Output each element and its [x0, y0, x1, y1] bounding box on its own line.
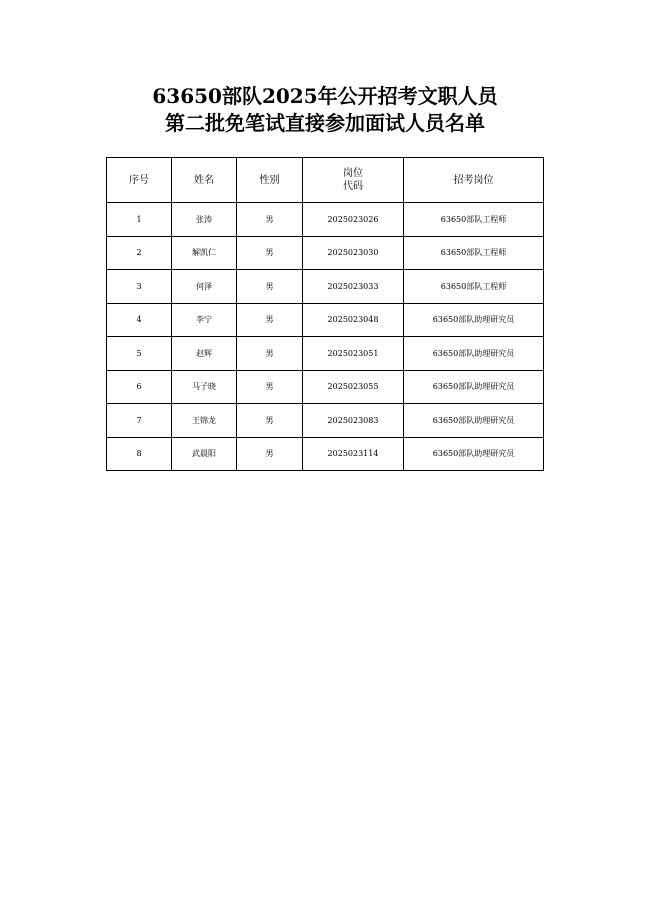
cell-post-code: 2025023030 — [303, 236, 404, 270]
cell-seq: 2 — [107, 236, 172, 270]
cell-name: 李宁 — [172, 303, 237, 337]
cell-post-code: 2025023055 — [303, 370, 404, 404]
cell-post-code: 2025023048 — [303, 303, 404, 337]
cell-gender: 男 — [237, 437, 303, 471]
interview-candidate-table — [106, 157, 544, 471]
table-row — [107, 337, 544, 371]
table-row — [107, 270, 544, 304]
table-row — [107, 236, 544, 270]
cell-name: 何泽 — [172, 270, 237, 304]
cell-recruit-post: 63650部队助理研究员 — [404, 404, 544, 438]
cell-post-code: 2025023083 — [303, 404, 404, 438]
cell-gender: 男 — [237, 270, 303, 304]
cell-gender: 男 — [237, 236, 303, 270]
cell-name: 武晨阳 — [172, 437, 237, 471]
document-title-line-2: 第二批免笔试直接参加面试人员名单 — [165, 111, 485, 135]
cell-name: 马子晓 — [172, 370, 237, 404]
cell-seq: 7 — [107, 404, 172, 438]
cell-name: 赵辉 — [172, 337, 237, 371]
table-row — [107, 370, 544, 404]
cell-name: 张涛 — [172, 203, 237, 237]
cell-seq: 5 — [107, 337, 172, 371]
cell-gender: 男 — [237, 404, 303, 438]
cell-seq: 3 — [107, 270, 172, 304]
cell-post-code: 2025023026 — [303, 203, 404, 237]
cell-recruit-post: 63650部队工程师 — [404, 270, 544, 304]
cell-seq: 4 — [107, 303, 172, 337]
table-row — [107, 404, 544, 438]
cell-gender: 男 — [237, 370, 303, 404]
cell-name: 王锦龙 — [172, 404, 237, 438]
cell-seq: 8 — [107, 437, 172, 471]
header-post-code-line-1: 岗位 — [343, 168, 363, 179]
cell-gender: 男 — [237, 203, 303, 237]
table-row — [107, 203, 544, 237]
cell-recruit-post: 63650部队助理研究员 — [404, 370, 544, 404]
cell-gender: 男 — [237, 337, 303, 371]
header-seq: 序号 — [107, 158, 172, 203]
cell-seq: 1 — [107, 203, 172, 237]
cell-seq: 6 — [107, 370, 172, 404]
table-header-row — [107, 158, 544, 203]
cell-gender: 男 — [237, 303, 303, 337]
cell-recruit-post: 63650部队助理研究员 — [404, 437, 544, 471]
header-name: 姓名 — [172, 158, 237, 203]
header-recruit-post: 招考岗位 — [404, 158, 544, 203]
header-post-code — [303, 158, 404, 203]
cell-recruit-post: 63650部队工程师 — [404, 203, 544, 237]
cell-post-code: 2025023114 — [303, 437, 404, 471]
cell-recruit-post: 63650部队工程师 — [404, 236, 544, 270]
table-row — [107, 303, 544, 337]
cell-recruit-post: 63650部队助理研究员 — [404, 303, 544, 337]
table-row — [107, 437, 544, 471]
cell-name: 解凯仁 — [172, 236, 237, 270]
cell-recruit-post: 63650部队助理研究员 — [404, 337, 544, 371]
cell-post-code: 2025023051 — [303, 337, 404, 371]
header-gender: 性别 — [237, 158, 303, 203]
header-post-code-line-2: 代码 — [343, 181, 363, 192]
document-title-line-1: 63650部队2025年公开招考文职人员 — [152, 84, 498, 108]
cell-post-code: 2025023033 — [303, 270, 404, 304]
